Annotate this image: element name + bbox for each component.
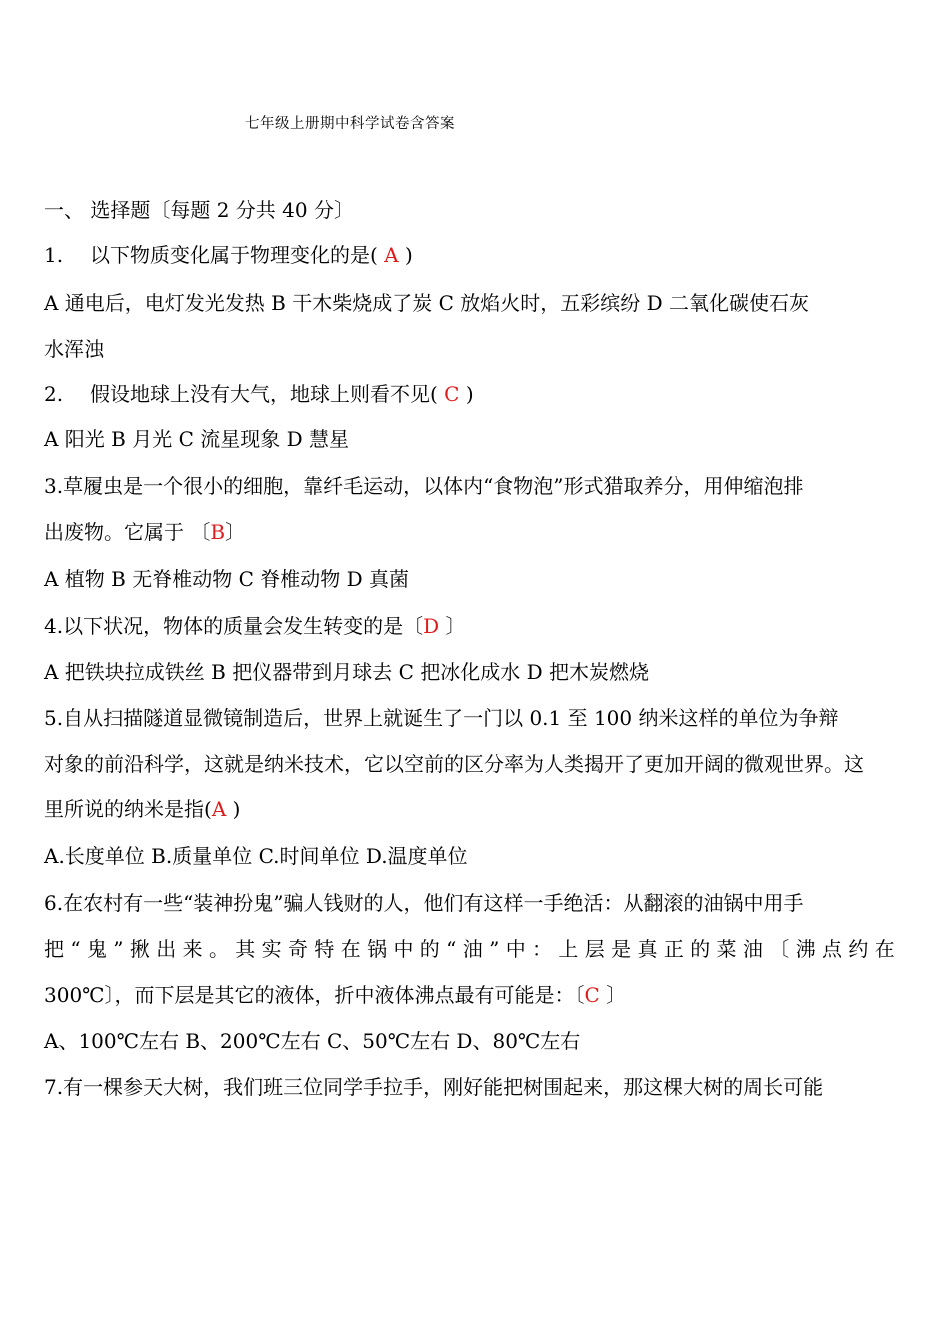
question-2: [44, 380, 914, 408]
question-6-line-2: 把 “ 鬼 ” 揪 出 来 。 其 实 奇 特 在 锅 中 的 “ 油 ” 中 ： 上 层 是 真 正 的 菜 油 〔 沸 点 约 在: [44, 937, 895, 961]
question-4-options: A 把铁块拉成铁丝 B 把仪器带到月球去 C 把冰化成水 D 把木炭燃烧: [44, 660, 649, 684]
question-1-options: A 通电后，电灯发光发热 B 干木柴烧成了炭 C 放焰火时，五彩缤纷 D 二氧化碳使石灰: [44, 291, 809, 315]
question-4-answer: D: [423, 614, 440, 638]
question-6-answer: C: [584, 983, 600, 1007]
section-heading: 一、 选择题〔每题 2 分共 40 分〕: [44, 198, 354, 222]
question-7-line-1: 7.有一棵参天大树，我们班三位同学手拉手，刚好能把树围起来，那这棵大树的周长可能: [44, 1075, 824, 1099]
question-5-answer: A: [211, 797, 227, 821]
question-3-line-1: 3.草履虫是一个很小的细胞，靠纤毛运动，以体内“食物泡”形式猎取养分，用伸缩泡排: [44, 474, 804, 498]
question-1-close: ): [404, 243, 413, 267]
question-6-line-3: [44, 981, 914, 1009]
question-5-line-3: [44, 795, 914, 823]
question-5-options: A.长度单位 B.质量单位 C.时间单位 D.温度单位: [44, 844, 468, 868]
question-4-close: 〕: [439, 614, 466, 638]
question-3-text: 出废物。它属于 〔: [44, 520, 211, 544]
question-6-close: 〕: [599, 983, 627, 1007]
question-5-text: 里所说的纳米是指(: [44, 797, 212, 821]
question-4-text: 4.以下状况，物体的质量会发生转变的是〔: [44, 614, 424, 638]
document-title: 七年级上册期中科学试卷含答案: [245, 116, 455, 132]
question-3-options: A 植物 B 无脊椎动物 C 脊椎动物 D 真菌: [44, 567, 409, 591]
question-5-line-2: 对象的前沿科学，这就是纳米技术，它以空前的区分率为人类揭开了更加开阔的微观世界。这: [44, 752, 864, 776]
question-5-close: ): [226, 797, 241, 821]
question-4: [44, 612, 914, 640]
question-6-text: 300℃〕，而下层是其它的液体，折中液体沸点最有可能是：〔: [44, 983, 585, 1007]
question-2-options: A 阳光 B 月光 C 流星现象 D 慧星: [44, 427, 349, 451]
question-6-options: A、100℃左右 B、200℃左右 C、50℃左右 D、80℃左右: [44, 1029, 581, 1053]
question-2-close: ): [465, 382, 474, 406]
question-2-answer: C: [437, 382, 466, 406]
question-1-answer: A: [377, 243, 405, 267]
question-1: [44, 241, 914, 269]
question-3-close: 〕: [225, 520, 246, 544]
question-3-line-2: [44, 518, 914, 546]
question-1-number: 1.: [44, 243, 64, 267]
question-2-number: 2.: [44, 382, 64, 406]
question-5-line-1: 5.自从扫描隧道显微镜制造后，世界上就诞生了一门以 0.1 至 100 纳米这样的单位为争辩: [44, 706, 839, 730]
question-2-text: 假设地球上没有大气，地球上则看不见(: [90, 382, 438, 406]
question-1-text: 以下物质变化属于物理变化的是(: [90, 243, 378, 267]
question-3-answer: B: [210, 520, 226, 544]
question-1-options-cont: 水浑浊: [44, 337, 104, 361]
question-6-line-1: 6.在农村有一些“装神扮鬼”骗人钱财的人，他们有这样一手绝活：从翻滚的油锅中用手: [44, 891, 804, 915]
